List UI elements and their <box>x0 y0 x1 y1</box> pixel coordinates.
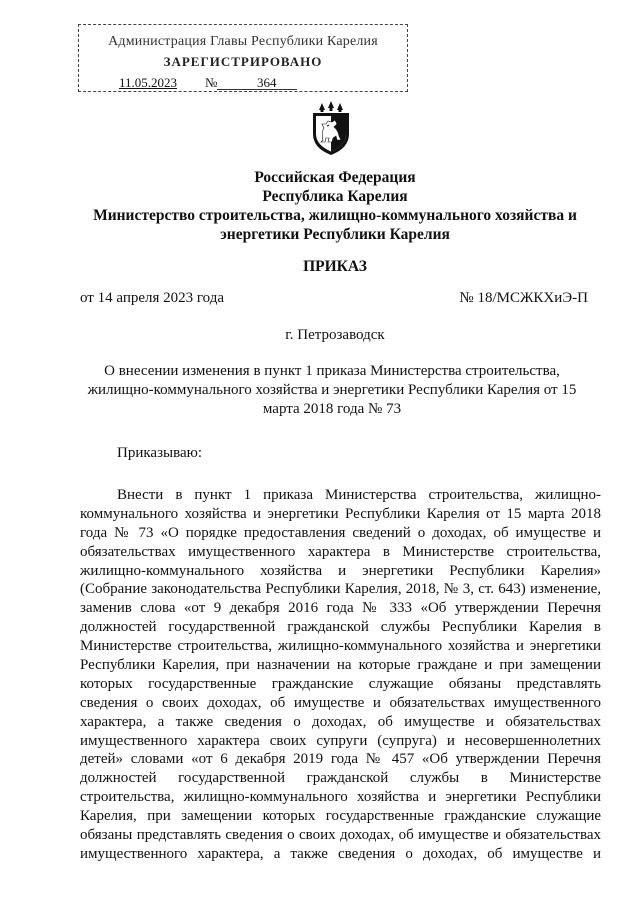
body-line: обязаны представлять сведения о своих доходах, об имуществе и обязательствах <box>80 827 601 844</box>
body-line: (Собрание законодательства Республики Карелия, 2018, № 3, ст. 643) изменение, <box>80 581 601 598</box>
body-line: жилищно-коммунального хозяйства и энергетики Республики Карелия» <box>80 562 601 579</box>
stamp-number: 364 <box>257 75 277 90</box>
header-ministry-line2: энергетики Республики Карелия <box>220 226 450 243</box>
body-line: имущественного характера своих супруги (супруга) и несовершеннолетних <box>80 732 601 749</box>
body-line: имущественного характера, а также сведения о доходах, об имуществе и <box>80 845 601 862</box>
order-word: Приказываю: <box>117 445 202 461</box>
header-country: Российская Федерация <box>254 169 416 186</box>
stamp-number-sign: № <box>205 75 218 90</box>
document-subject: О внесении изменения в пункт 1 приказа Министерства строительства, жилищно-коммунального хозяйства и энергетики Республики Карелия от 15 марта 2018 года № 73 <box>87 363 577 417</box>
body-line: которых государственные гражданские служащие обязаны представлять <box>80 675 601 692</box>
body-line: Республики Карелия, при назначении на которые граждане и при замещении <box>80 657 601 674</box>
karelia-coat-of-arms-icon <box>309 100 353 156</box>
body-line: строительства, жилищно-коммунального хозяйства и энергетики Республики <box>80 789 601 806</box>
body-line: характера, а также сведения о доходах, об имуществе и обязательствах <box>80 713 601 730</box>
body-line: Карелия, при замещении которых государственные гражданские служащие <box>80 808 601 825</box>
body-line: детей» словами «от 6 декабря 2019 года № 457 «Об утверждении Перечня <box>80 751 601 768</box>
document-type: ПРИКАЗ <box>303 258 367 275</box>
header-ministry-line1: Министерство строительства, жилищно-коммунального хозяйства и <box>93 207 577 224</box>
body-line: обязательствах имущественного характера в Министерстве строительства, <box>80 543 601 560</box>
body-line: заменив слова «от 9 декабря 2016 года № 333 «Об утверждении Перечня <box>80 600 601 617</box>
body-line: должностей государственной гражданской службы Республики Карелия в <box>80 619 601 636</box>
registration-stamp <box>78 24 408 92</box>
body-line: года № 73 «О порядке предоставления сведений о доходах, об имуществе и <box>80 524 601 541</box>
body-line: Внести в пункт 1 приказа Министерства строительства, жилищно- <box>117 487 601 503</box>
document-date: от 14 апреля 2023 года <box>80 290 225 306</box>
body-line: коммунального хозяйства и энергетики Республики Карелия от 15 марта 2018 <box>80 505 601 522</box>
stamp-underline <box>217 89 297 90</box>
document-number: № 18/МСЖКХиЭ-П <box>459 290 588 306</box>
stamp-organization: Администрация Главы Республики Карелия <box>108 34 378 49</box>
body-line: должностей государственной гражданской службы в Министерстве <box>80 770 601 787</box>
document-city: г. Петрозаводск <box>285 327 385 343</box>
stamp-registered: ЗАРЕГИСТРИРОВАНО <box>163 54 323 69</box>
body-paragraph <box>80 486 601 864</box>
stamp-date: 11.05.2023 <box>119 75 178 90</box>
body-line: Министерстве строительства, жилищно-коммунального хозяйства и энергетики <box>80 638 601 655</box>
body-line: сведения о своих доходах, об имуществе и обязательствах имущественного <box>80 694 601 711</box>
header-republic: Республика Карелия <box>262 188 408 205</box>
